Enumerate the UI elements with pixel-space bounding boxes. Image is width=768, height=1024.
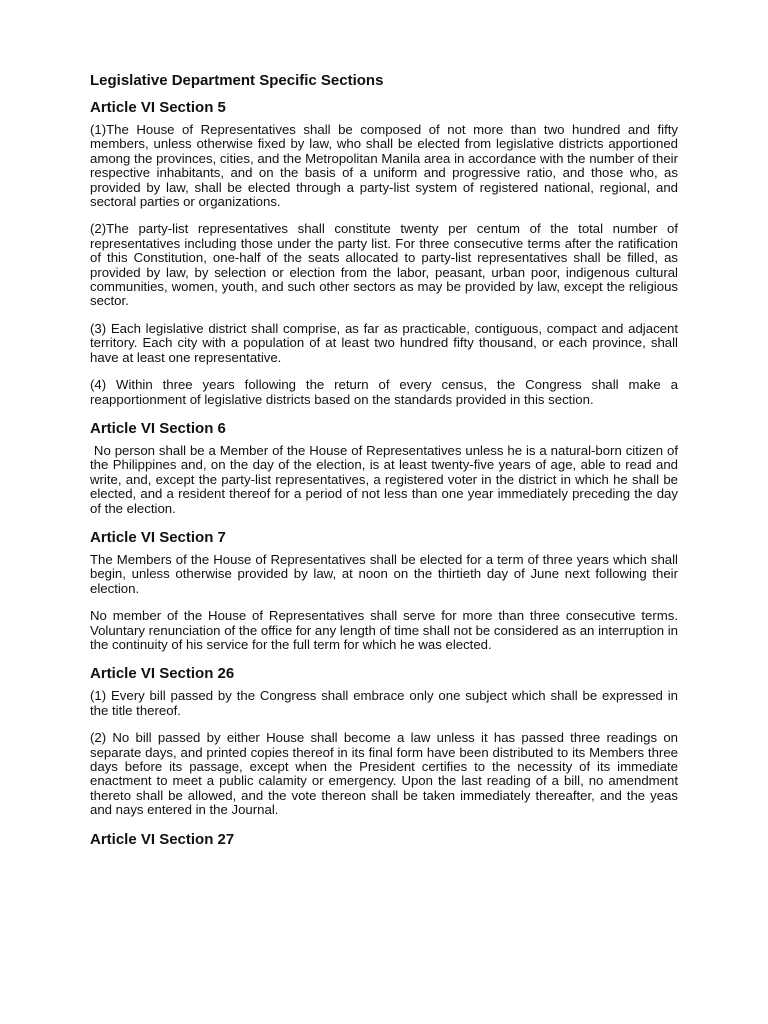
document-page (90, 72, 682, 855)
section-heading: Article VI Section 26 (90, 665, 235, 683)
section-heading: Article VI Section 27 (90, 830, 235, 848)
section-paragraph: (1)The House of Representatives shall be composed of not more than two hundred and fifty members, unless otherwise fixed by law, who shall be elected from legislative districts apportioned among the provinces, cities, and the Metropolitan Manila area in accordance with the number of their respective inhabitants, and on the basis of a uniform and progressive ratio, and those who, as provided by law, shall be elected through a party-list system of registered national, regional, and sectoral parties or organizations. (90, 122, 682, 210)
document-title: Legislative Department Specific Sections (90, 72, 384, 89)
section-paragraph: (4) Within three years following the return of every census, the Congress shall make a reapportionment of legislative districts based on the standards provided in this section. (90, 377, 682, 407)
section-article-vi-27 (90, 831, 678, 849)
section-paragraph: The Members of the House of Representatives shall be elected for a term of three years which shall begin, unless otherwise provided by law, at noon on the thirtieth day of June next following their election. (90, 551, 682, 596)
section-paragraph: (2) No bill passed by either House shall become a law unless it has passed three readings on separate days, and printed copies thereof in its final form have been distributed to its Members three days before its passage, except when the President certifies to the necessity of its immediate enactment to meet a public calamity or emergency. Upon the last reading of a bill, no amendment thereto shall be allowed, and the vote thereon shall be taken immediately thereafter, and the yeas and nays entered in the Journal. (90, 730, 682, 818)
section-heading: Article VI Section 5 (90, 99, 226, 116)
section-paragraph: (2)The party-list representatives shall constitute twenty per centum of the total number of representatives including those under the party list. For three consecutive terms after the ratification of this Constitution, one-half of the seats allocated to party-list representatives shall be filled, as provided by law, by selection or election from the labor, peasant, urban poor, indigenous cultural communities, women, youth, and such other sectors as may be provided by law, except the religious sector. (90, 221, 682, 309)
section-paragraph: (3) Each legislative district shall comprise, as far as practicable, contiguous, compact and adjacent territory. Each city with a population of at least two hundred fifty thousand, or each province, shall have at least one representative. (90, 320, 682, 365)
section-paragraph: No member of the House of Representatives shall serve for more than three consecutive terms. Voluntary renunciation of the office for any length of time shall not be considered as an interruption in the continuity of his service for the full term for which he was elected. (90, 608, 682, 652)
section-article-vi-7 (90, 528, 682, 652)
section-paragraph: No person shall be a Member of the House of Representatives unless he is a natural-born citizen of the Philippines and, on the day of the election, is at least twenty-five years of age, able to read and write, and, except the party-list representatives, a registered voter in the district in which he shall be elected, and a resident thereof for a period of not less than one year immediately preceding the day of the election. (90, 442, 682, 516)
section-article-vi-5 (90, 99, 682, 407)
section-heading: Article VI Section 7 (90, 528, 226, 546)
section-article-vi-26 (90, 665, 682, 818)
section-heading: Article VI Section 6 (90, 419, 226, 437)
section-article-vi-6 (90, 419, 682, 516)
section-paragraph: (1) Every bill passed by the Congress shall embrace only one subject which shall be expressed in the title thereof. (90, 688, 682, 718)
